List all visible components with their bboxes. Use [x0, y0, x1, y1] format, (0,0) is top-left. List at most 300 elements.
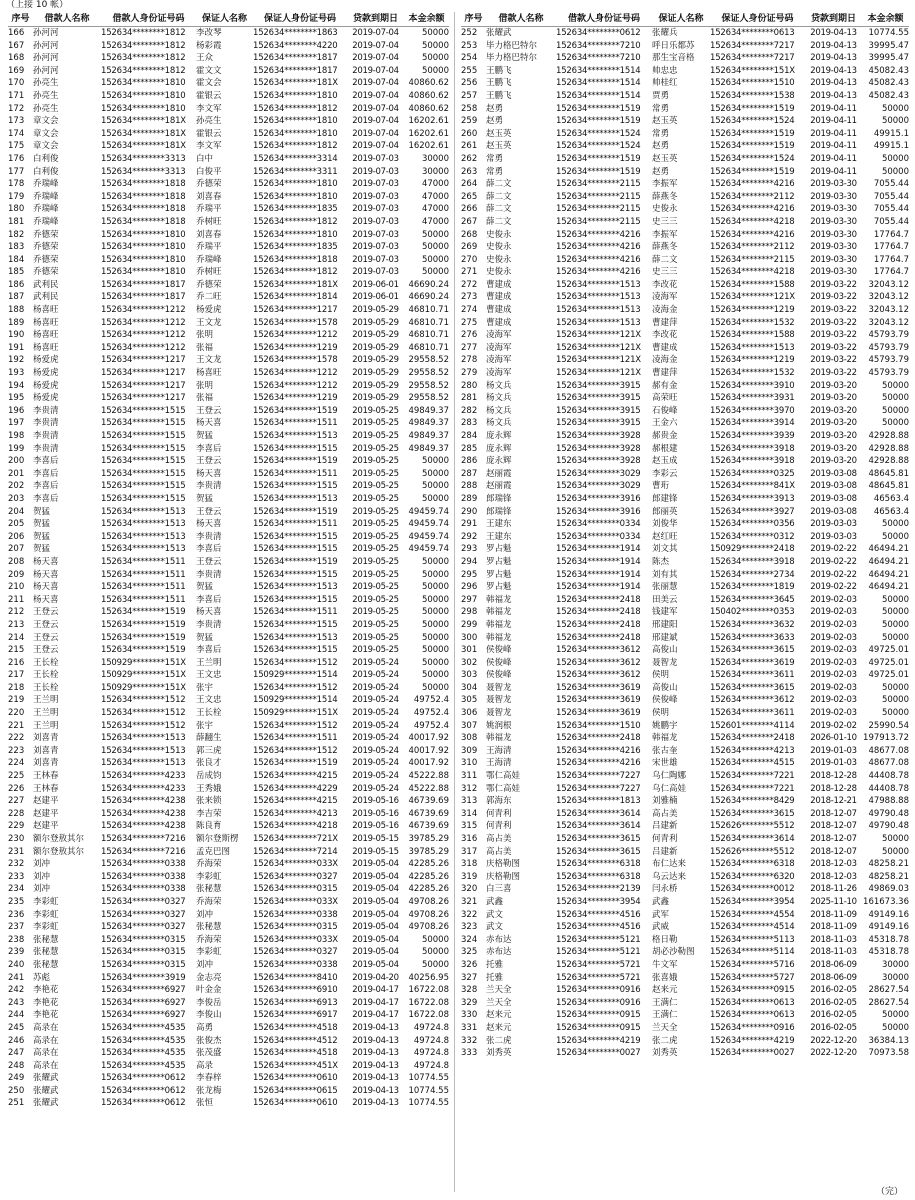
- cell-borrower-name: 王海清: [486, 758, 512, 769]
- cell-guarantor-id: 152634********1810: [253, 90, 338, 101]
- cell-borrower-id: 152634********1519: [101, 632, 186, 643]
- cell-guarantor-id: 152634********3311: [253, 166, 338, 177]
- cell-balance: 50000: [421, 670, 449, 681]
- cell-guarantor-id: 152634********1219: [253, 393, 338, 404]
- cell-borrower-id: 152634********0915: [556, 1010, 641, 1021]
- cell-balance: 46739.69: [408, 796, 449, 807]
- cell-guarantor-name: 曹建萍: [652, 317, 678, 328]
- cell-borrower-name: 杨爱虎: [33, 380, 59, 391]
- cell-due-date: 2019-02-03: [810, 657, 857, 668]
- cell-guarantor-id: 152634********6320: [710, 871, 795, 882]
- cell-due-date: 2019-05-24: [352, 708, 399, 719]
- cell-balance: 49459.74: [408, 506, 449, 517]
- cell-guarantor-id: 152634********1810: [253, 116, 338, 127]
- cell-due-date: 2019-04-11: [810, 166, 857, 177]
- cell-borrower-id: 152634********0315: [101, 947, 186, 958]
- cell-guarantor-name: 杨天喜: [196, 468, 222, 479]
- cell-guarantor-name: 高俊山: [652, 645, 678, 656]
- cell-balance: 49790.48: [868, 821, 909, 832]
- cell-guarantor-id: 152634********1532: [710, 368, 795, 379]
- cell-guarantor-id: 152634********1513: [253, 493, 338, 504]
- cell-borrower-id: 152634********4516: [556, 922, 641, 933]
- cell-due-date: 2019-03-22: [810, 342, 857, 353]
- end-note: （完）: [875, 1187, 903, 1197]
- table-row: [8, 40, 449, 53]
- cell-guarantor-name: 乔德荣: [196, 279, 222, 290]
- cell-guarantor-id: 152634********1835: [253, 242, 338, 253]
- cell-guarantor-id: 152634********1810: [253, 229, 338, 240]
- cell-guarantor-id: 152634********1515: [253, 531, 338, 542]
- table-row: [461, 241, 909, 254]
- cell-guarantor-id: 152634********4229: [253, 783, 338, 794]
- cell-guarantor-name: 孙亮生: [196, 116, 222, 127]
- cell-guarantor-name: 贺猛: [196, 493, 214, 504]
- cell-balance: 30000: [421, 166, 449, 177]
- cell-guarantor-id: 152634********1515: [253, 645, 338, 656]
- cell-guarantor-name: 王兰明: [196, 657, 222, 668]
- cell-guarantor-id: 152634********5727: [710, 972, 795, 983]
- cell-borrower-id: 152634********4216: [556, 745, 641, 756]
- cell-due-date: 2019-05-25: [352, 607, 399, 618]
- cell-no: 182: [8, 229, 25, 240]
- cell-balance: 36384.13: [868, 1035, 909, 1046]
- cell-due-date: 2019-03-08: [810, 468, 857, 479]
- cell-borrower-name: 孙河河: [33, 53, 59, 64]
- cell-guarantor-id: 152634********3611: [710, 670, 795, 681]
- cell-balance: 49915.1: [873, 141, 909, 152]
- table-row: [8, 392, 449, 405]
- cell-no: 208: [8, 556, 25, 567]
- cell-no: 261: [461, 141, 478, 152]
- cell-borrower-name: 李彩虹: [33, 896, 59, 907]
- table-row: [461, 518, 909, 531]
- cell-balance: 10774.55: [408, 1098, 449, 1109]
- cell-borrower-id: 152634********4535: [101, 1060, 186, 1071]
- cell-borrower-name: 刘喜青: [33, 758, 59, 769]
- cell-balance: 46810.71: [408, 342, 449, 353]
- cell-balance: 50000: [881, 380, 909, 391]
- table-row: [461, 405, 909, 418]
- cell-borrower-name: 薛二文: [486, 204, 512, 215]
- cell-borrower-id: 152634********1524: [556, 128, 641, 139]
- cell-borrower-name: 曹建成: [486, 292, 512, 303]
- table-row: [461, 279, 909, 292]
- cell-guarantor-id: 152634********4518: [253, 1048, 338, 1059]
- cell-borrower-name: 额尔登敖其尔: [33, 846, 85, 857]
- cell-borrower-name: 乔瑞峰: [33, 191, 59, 202]
- cell-due-date: 2019-05-29: [352, 305, 399, 316]
- cell-guarantor-id: 152634********1515: [253, 569, 338, 580]
- cell-guarantor-id: 152634********6913: [253, 997, 338, 1008]
- cell-due-date: 2019-05-25: [352, 519, 399, 530]
- cell-guarantor-name: 张来锁: [196, 796, 222, 807]
- cell-balance: 50000: [421, 594, 449, 605]
- cell-borrower-name: 白利俊: [33, 153, 59, 164]
- cell-balance: 50000: [881, 834, 909, 844]
- table-row: [461, 883, 909, 896]
- cell-guarantor-name: 兰天全: [652, 1022, 678, 1033]
- cell-borrower-id: 152634********4238: [101, 808, 186, 819]
- cell-borrower-name: 苏彪: [33, 972, 51, 983]
- cell-guarantor-id: 152634********1810: [253, 179, 338, 190]
- cell-guarantor-name: 额尔登斯楞: [196, 834, 239, 844]
- cell-borrower-name: 杨文兵: [486, 380, 512, 391]
- cell-guarantor-id: 152634********1524: [710, 116, 795, 127]
- cell-guarantor-name: 王登云: [196, 456, 222, 467]
- cell-no: 291: [461, 519, 478, 530]
- cell-borrower-id: 152634********1513: [101, 519, 186, 530]
- cell-guarantor-name: 高录: [196, 1060, 214, 1071]
- cell-balance: 17764.7: [873, 242, 909, 253]
- table-row: [461, 52, 909, 65]
- cell-due-date: 2019-03-30: [810, 179, 857, 190]
- table-row: [8, 304, 449, 317]
- cell-guarantor-name: 李喜后: [196, 594, 222, 605]
- cell-balance: 50000: [421, 229, 449, 240]
- cell-no: 298: [461, 607, 478, 618]
- cell-guarantor-name: 张福: [196, 342, 214, 353]
- cell-balance: 42928.88: [868, 443, 909, 454]
- continuation-note: （上接 10 帐）: [6, 0, 69, 10]
- cell-guarantor-id: 152634********1519: [710, 128, 795, 139]
- cell-due-date: 2018-12-28: [810, 783, 857, 794]
- cell-borrower-id: 152634********1519: [101, 607, 186, 618]
- cell-guarantor-name: 胡必沙勒图: [652, 947, 695, 958]
- cell-balance: 40017.92: [408, 745, 449, 756]
- table-row: [461, 858, 909, 871]
- cell-borrower-name: 杨天喜: [33, 569, 59, 580]
- cell-borrower-id: 152634********2115: [556, 216, 641, 227]
- cell-guarantor-name: 侯明: [652, 708, 670, 719]
- cell-no: 260: [461, 128, 478, 139]
- cell-no: 191: [8, 342, 25, 353]
- cell-guarantor-id: 152634********3645: [710, 594, 795, 605]
- cell-guarantor-id: 152634********3914: [710, 418, 795, 429]
- table-row: [8, 266, 449, 279]
- table-row: [8, 657, 449, 670]
- cell-no: 328: [461, 985, 478, 996]
- cell-borrower-id: 152634********3029: [556, 468, 641, 479]
- table-row: [8, 430, 449, 443]
- cell-no: 180: [8, 204, 25, 215]
- table-row: [8, 254, 449, 267]
- cell-guarantor-id: 152634********1578: [253, 355, 338, 366]
- cell-borrower-name: 史俊永: [486, 254, 512, 265]
- cell-guarantor-name: 李喜后: [196, 443, 222, 454]
- table-row: [461, 808, 909, 821]
- cell-borrower-name: 赵玉英: [486, 141, 512, 152]
- cell-guarantor-name: 刘喜春: [196, 229, 222, 240]
- cell-due-date: 2018-11-26: [810, 884, 857, 895]
- table-row: [461, 115, 909, 128]
- cell-guarantor-name: 刘雅楠: [652, 796, 678, 807]
- cell-no: 193: [8, 368, 25, 379]
- cell-guarantor-id: 152634********3611: [710, 708, 795, 719]
- cell-guarantor-name: 王满仁: [652, 1010, 678, 1021]
- table-row: [461, 203, 909, 216]
- cell-guarantor-name: 赵玉英: [652, 116, 678, 127]
- col-header-borrower-name: 借款人名称: [486, 12, 556, 27]
- cell-due-date: 2019-03-30: [810, 191, 857, 202]
- cell-borrower-name: 王登云: [33, 632, 59, 643]
- cell-borrower-name: 王林春: [33, 783, 59, 794]
- cell-borrower-name: 韩福龙: [486, 607, 512, 618]
- cell-borrower-name: 赵丽霞: [486, 468, 512, 479]
- cell-no: 307: [461, 720, 478, 731]
- cell-borrower-id: 152634********2418: [556, 594, 641, 605]
- cell-borrower-id: 152634********1519: [556, 103, 641, 114]
- cell-balance: 42928.88: [868, 431, 909, 441]
- cell-guarantor-name: 高占美: [652, 808, 678, 819]
- cell-borrower-id: 152634********3619: [556, 695, 641, 706]
- cell-no: 293: [461, 544, 478, 555]
- cell-no: 196: [8, 405, 25, 416]
- cell-no: 259: [461, 116, 478, 127]
- cell-guarantor-id: 152634********1817: [253, 65, 338, 76]
- cell-balance: 40860.62: [408, 103, 449, 114]
- cell-no: 206: [8, 531, 25, 542]
- cell-guarantor-id: 152634********5716: [710, 959, 795, 970]
- cell-borrower-name: 赵建平: [33, 821, 59, 832]
- cell-due-date: 2018-12-07: [810, 808, 857, 819]
- cell-borrower-id: 152634********0612: [101, 1098, 186, 1109]
- cell-no: 217: [8, 670, 25, 681]
- table-row: [8, 871, 449, 884]
- cell-guarantor-name: 郭三虎: [196, 745, 222, 756]
- cell-guarantor-id: 152634********4215: [253, 796, 338, 807]
- cell-borrower-id: 152634********1513: [101, 733, 186, 744]
- cell-guarantor-name: 帅桂红: [652, 78, 678, 89]
- cell-borrower-id: 152634********3928: [556, 431, 641, 441]
- table-row: [8, 178, 449, 191]
- cell-guarantor-id: 152634********1519: [710, 103, 795, 114]
- cell-balance: 45082.43: [868, 65, 909, 76]
- cell-guarantor-name: 李彩虹: [196, 947, 222, 958]
- cell-balance: 7055.44: [873, 179, 909, 190]
- cell-no: 252: [461, 28, 478, 38]
- cell-guarantor-name: 乔瑞峰: [196, 254, 222, 265]
- cell-balance: 50000: [421, 569, 449, 580]
- cell-no: 228: [8, 808, 25, 819]
- table-row: [461, 254, 909, 267]
- cell-balance: 49149.16: [868, 909, 909, 920]
- cell-borrower-id: 152634********7227: [556, 771, 641, 782]
- cell-borrower-id: 152634********181X: [101, 128, 186, 139]
- cell-borrower-name: 凌海军: [486, 368, 512, 379]
- cell-no: 187: [8, 292, 25, 303]
- cell-borrower-id: 152634********0612: [101, 1073, 186, 1084]
- cell-borrower-id: 152634********1817: [101, 292, 186, 303]
- cell-no: 305: [461, 695, 478, 706]
- cell-guarantor-name: 李改花: [652, 330, 678, 341]
- cell-borrower-name: 孙亮生: [33, 103, 59, 114]
- cell-due-date: 2016-02-05: [810, 1022, 857, 1033]
- cell-guarantor-name: 白中: [196, 153, 214, 164]
- cell-borrower-id: 152634********1212: [101, 305, 186, 316]
- cell-no: 223: [8, 745, 25, 756]
- cell-no: 194: [8, 380, 25, 391]
- cell-guarantor-name: 张龙梅: [196, 1085, 222, 1096]
- table-row: [461, 417, 909, 430]
- cell-no: 179: [8, 191, 25, 202]
- cell-balance: 46690.24: [408, 292, 449, 303]
- cell-due-date: 2019-02-22: [810, 544, 857, 555]
- table-row: [461, 506, 909, 519]
- cell-borrower-id: 152634********1812: [101, 65, 186, 76]
- cell-no: 311: [461, 771, 478, 782]
- cell-borrower-name: 刘冲: [33, 859, 51, 870]
- cell-balance: 70973.58: [868, 1048, 909, 1059]
- cell-borrower-name: 韩福龙: [486, 619, 512, 630]
- cell-guarantor-name: 凌海军: [652, 292, 678, 303]
- cell-borrower-name: 贺猛: [33, 519, 51, 530]
- table-row: [461, 556, 909, 569]
- table-row: [8, 644, 449, 657]
- cell-borrower-name: 聂智龙: [486, 708, 512, 719]
- cell-no: 264: [461, 179, 478, 190]
- cell-balance: 16722.08: [408, 1010, 449, 1021]
- cell-guarantor-id: 152634********1513: [253, 632, 338, 643]
- cell-due-date: 2019-03-22: [810, 330, 857, 341]
- cell-balance: 39785.29: [408, 846, 449, 857]
- cell-guarantor-id: 152634********1519: [253, 758, 338, 769]
- table-row: [8, 317, 449, 330]
- cell-no: 276: [461, 330, 478, 341]
- cell-balance: 49459.74: [408, 531, 449, 542]
- cell-borrower-name: 杨喜旺: [33, 317, 59, 328]
- table-row: [461, 468, 909, 481]
- cell-guarantor-id: 152634********0915: [710, 985, 795, 996]
- cell-guarantor-id: 152634********2734: [710, 569, 795, 580]
- cell-borrower-name: 曹建成: [486, 317, 512, 328]
- cell-guarantor-id: 152634********3615: [710, 645, 795, 656]
- cell-due-date: 2019-02-03: [810, 619, 857, 630]
- cell-balance: 46810.71: [408, 317, 449, 328]
- table-row: [8, 518, 449, 531]
- cell-due-date: 2019-05-29: [352, 393, 399, 404]
- cell-guarantor-name: 侯俊峰: [652, 695, 678, 706]
- cell-guarantor-id: 152634********2112: [710, 191, 795, 202]
- cell-due-date: 2019-03-22: [810, 355, 857, 366]
- cell-guarantor-id: 152634********3939: [710, 431, 795, 441]
- cell-guarantor-name: 李彩虹: [196, 871, 222, 882]
- cell-due-date: 2019-04-13: [352, 1085, 399, 1096]
- cell-borrower-name: 武文: [486, 909, 504, 920]
- cell-guarantor-id: 150929********1514: [253, 670, 338, 681]
- cell-due-date: 2019-05-24: [352, 771, 399, 782]
- cell-guarantor-id: 152634********0610: [253, 1073, 338, 1084]
- cell-borrower-id: 152634********0916: [556, 985, 641, 996]
- cell-no: 277: [461, 342, 478, 353]
- cell-borrower-name: 王鹏飞: [486, 65, 512, 76]
- cell-balance: 39785.29: [408, 834, 449, 844]
- cell-no: 172: [8, 103, 25, 114]
- cell-no: 184: [8, 254, 25, 265]
- cell-borrower-id: 152634********3915: [556, 405, 641, 416]
- table-row: [461, 317, 909, 330]
- cell-balance: 32043.12: [868, 279, 909, 290]
- table-row: [461, 657, 909, 670]
- table-row: [461, 934, 909, 947]
- cell-borrower-id: 152634********1513: [556, 292, 641, 303]
- cell-balance: 42285.26: [408, 884, 449, 895]
- cell-borrower-name: 乔德荣: [33, 254, 59, 265]
- cell-no: 283: [461, 418, 478, 429]
- cell-guarantor-id: 152634********1515: [253, 619, 338, 630]
- cell-guarantor-id: 152634********1519: [253, 506, 338, 517]
- cell-guarantor-id: 152634********0315: [253, 922, 338, 933]
- cell-guarantor-id: 152634********3615: [710, 682, 795, 693]
- cell-no: 174: [8, 128, 25, 139]
- cell-borrower-name: 高录在: [33, 1060, 59, 1071]
- cell-balance: 49849.37: [408, 405, 449, 416]
- cell-due-date: 2019-05-24: [352, 758, 399, 769]
- cell-borrower-id: 152634********3029: [556, 481, 641, 492]
- cell-no: 225: [8, 771, 25, 782]
- table-row: [8, 1060, 449, 1073]
- cell-borrower-name: 王长栓: [33, 657, 59, 668]
- cell-due-date: 2019-05-04: [352, 934, 399, 945]
- cell-due-date: 2019-03-03: [810, 519, 857, 530]
- cell-guarantor-id: 152634********1512: [253, 720, 338, 731]
- cell-borrower-id: 152634********1817: [101, 279, 186, 290]
- cell-borrower-name: 史俊永: [486, 229, 512, 240]
- table-row: [8, 997, 449, 1010]
- cell-borrower-name: 张耀武: [33, 1073, 59, 1084]
- cell-due-date: 2019-02-03: [810, 645, 857, 656]
- cell-balance: 197913.72: [863, 733, 909, 744]
- cell-no: 303: [461, 670, 478, 681]
- cell-guarantor-name: 王登云: [196, 556, 222, 567]
- cell-guarantor-name: 乔海荣: [196, 859, 222, 870]
- cell-due-date: 2019-01-03: [810, 758, 857, 769]
- cell-borrower-name: 高录在: [33, 1048, 59, 1059]
- cell-guarantor-id: 152634********181X: [253, 279, 338, 290]
- cell-guarantor-name: 常勇: [652, 103, 670, 114]
- cell-balance: 49752.4: [413, 720, 449, 731]
- cell-due-date: 2019-05-16: [352, 808, 399, 819]
- cell-guarantor-name: 王秀娥: [196, 783, 222, 794]
- table-row: [8, 1022, 449, 1035]
- table-row: [8, 52, 449, 65]
- cell-guarantor-id: 152634********3913: [710, 493, 795, 504]
- cell-guarantor-name: 邢建斌: [652, 632, 678, 643]
- cell-no: 300: [461, 632, 478, 643]
- cell-due-date: 2019-05-16: [352, 821, 399, 832]
- cell-guarantor-name: 聂智龙: [652, 657, 678, 668]
- cell-borrower-name: 赤布达: [486, 947, 512, 958]
- cell-no: 237: [8, 922, 25, 933]
- cell-guarantor-name: 赵勇: [652, 141, 670, 152]
- cell-balance: 49869.03: [868, 884, 909, 895]
- cell-due-date: 2019-07-04: [352, 141, 399, 152]
- cell-guarantor-id: 152634********4554: [710, 909, 795, 920]
- cell-borrower-name: 王林春: [33, 771, 59, 782]
- cell-borrower-id: 152634********4216: [556, 254, 641, 265]
- cell-due-date: 2019-07-03: [352, 216, 399, 227]
- cell-guarantor-name: 武威: [652, 922, 670, 933]
- cell-borrower-id: 152634********0027: [556, 1048, 641, 1059]
- cell-balance: 28627.54: [868, 997, 909, 1008]
- cell-borrower-name: 常勇: [486, 153, 504, 164]
- cell-guarantor-id: 152634********1519: [710, 166, 795, 177]
- table-row: [8, 606, 449, 619]
- cell-guarantor-id: 152634********4219: [710, 1035, 795, 1046]
- cell-borrower-id: 152634********1514: [556, 90, 641, 101]
- cell-due-date: 2019-04-20: [352, 972, 399, 983]
- cell-borrower-name: 赵勇: [486, 116, 504, 127]
- cell-guarantor-name: 侯明: [652, 670, 670, 681]
